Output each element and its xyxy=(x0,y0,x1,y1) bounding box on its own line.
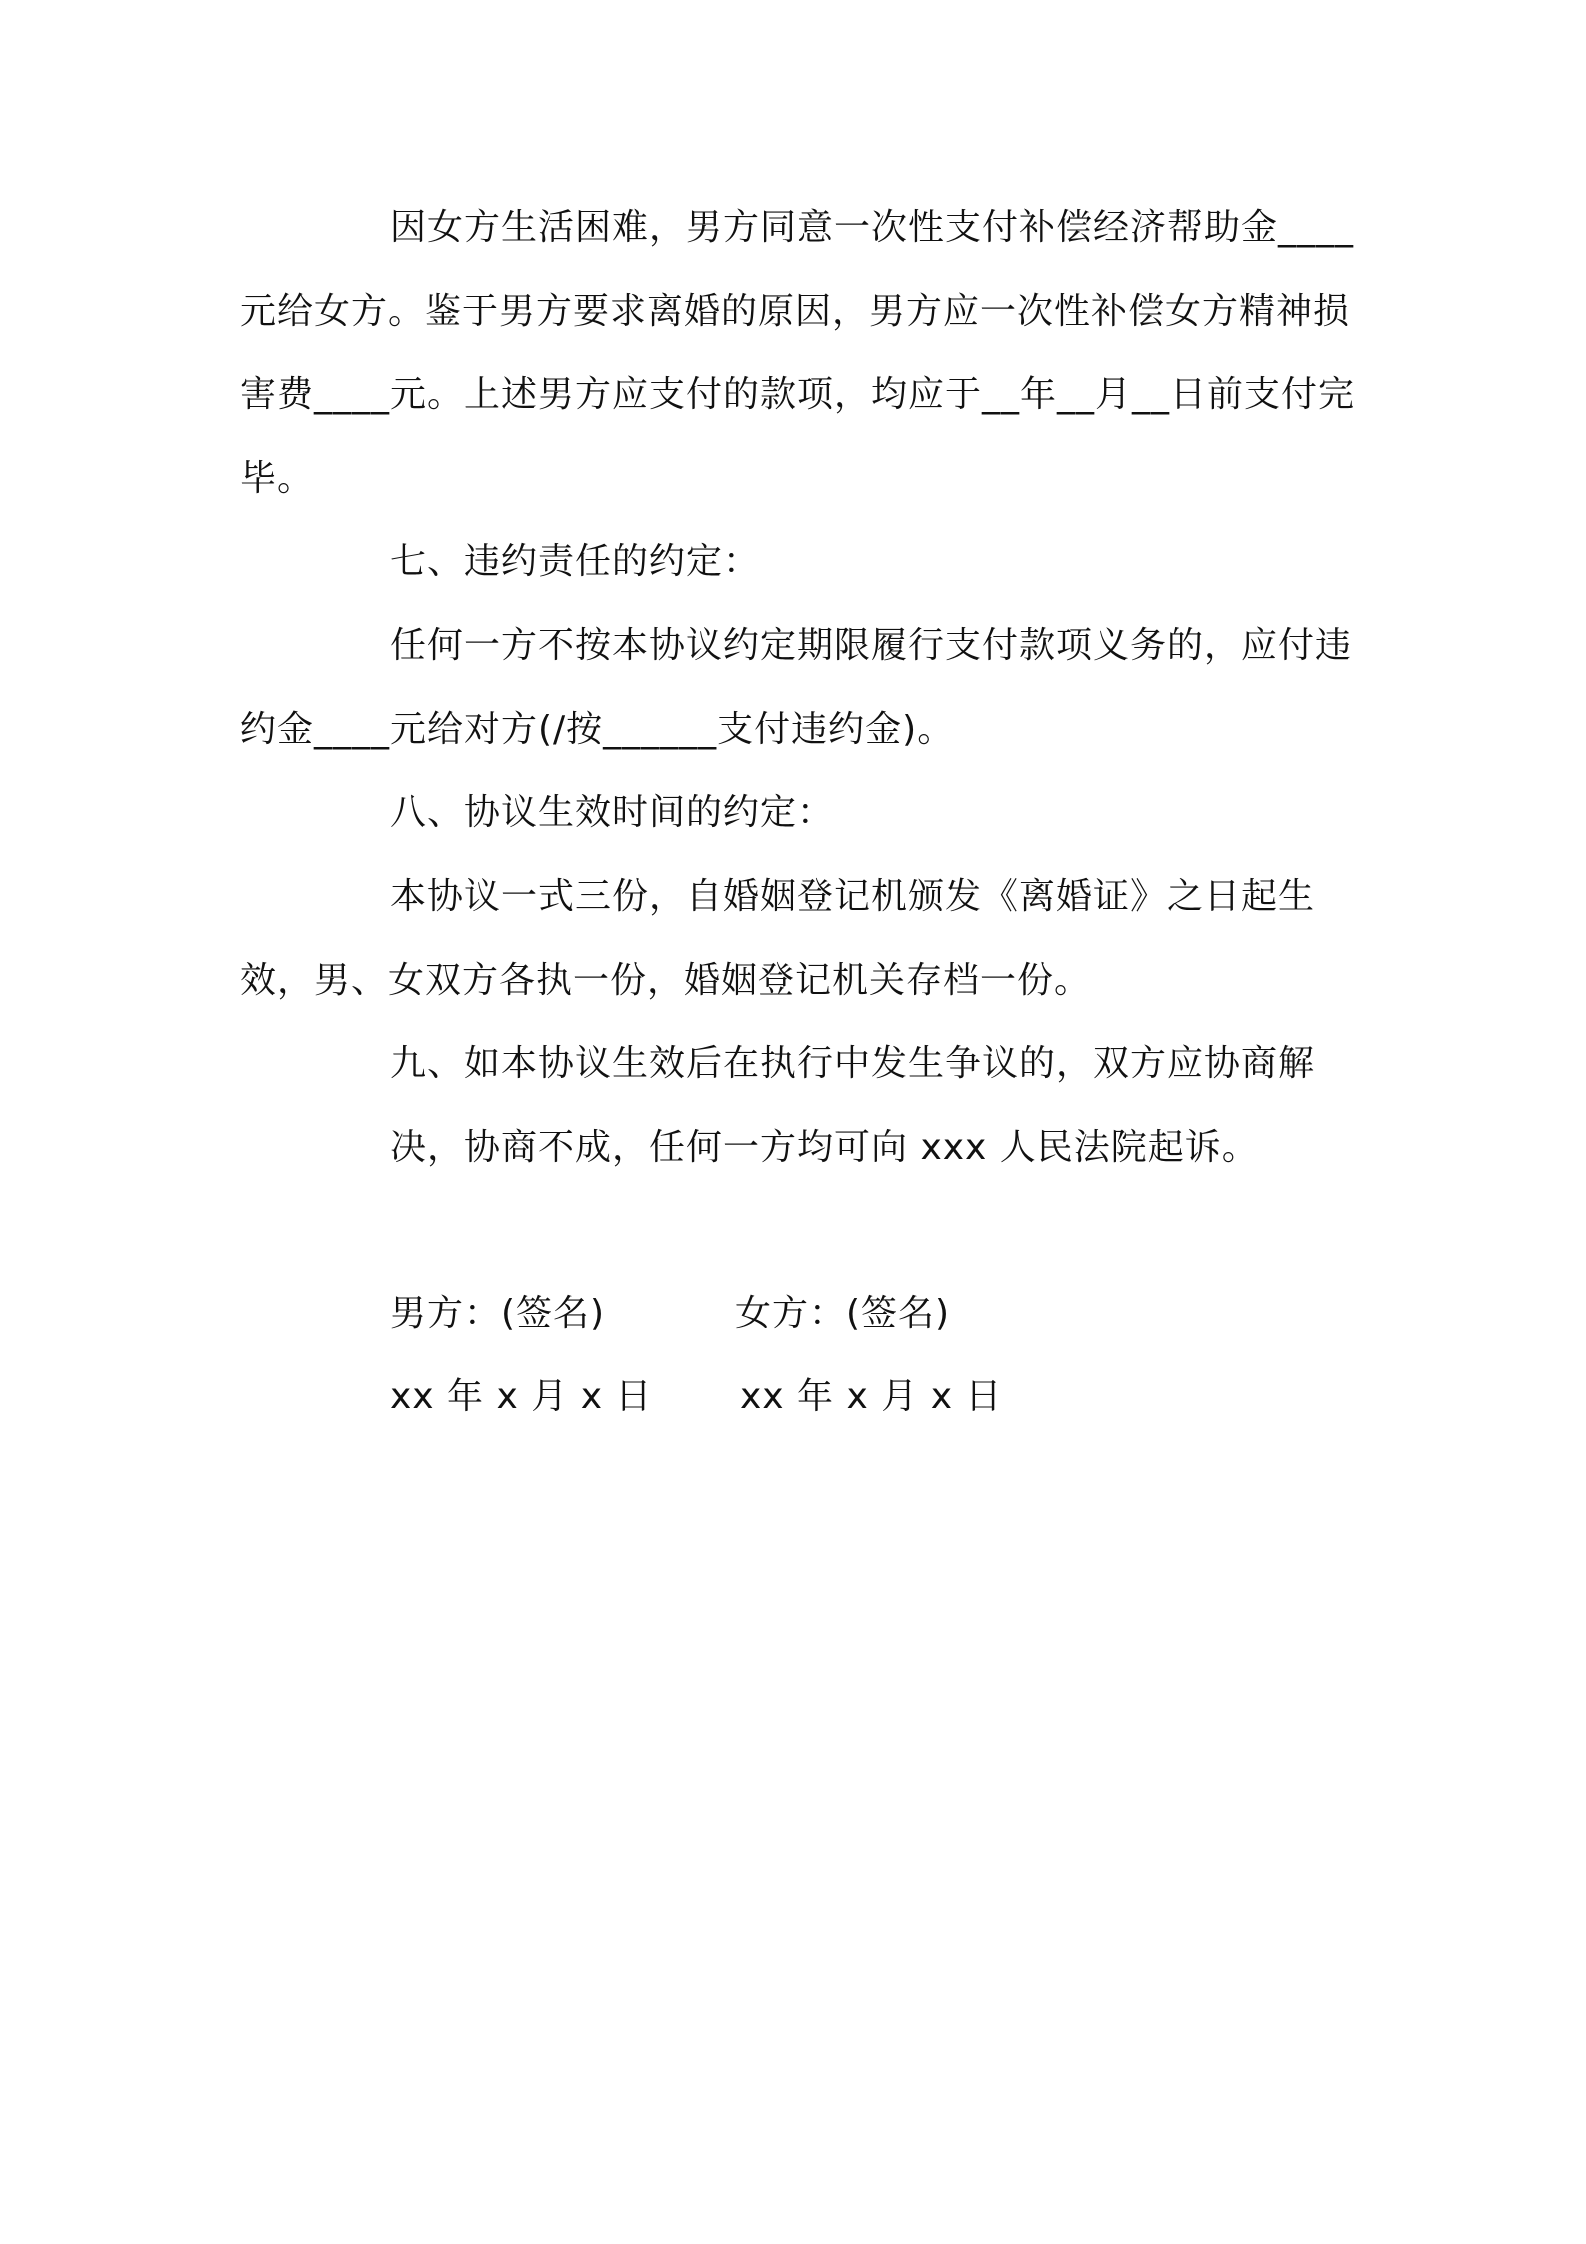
male-signature-date: xx 年 x 月 x 日 xyxy=(390,1376,653,1417)
paragraph-dispute-resolution: 九、如本协议生效后在执行中发生争议的，双方应协商解决，协商不成，任何一方均可向 xxx 人民法院起诉。 xyxy=(390,1043,1316,1168)
heading-breach-liability: 七、违约责任的约定： xyxy=(390,541,761,582)
heading-effective-time: 八、协议生效时间的约定： xyxy=(390,792,835,833)
female-signature-label: 女方：(签名) xyxy=(735,1293,951,1334)
paragraph-breach-liability: 任何一方不按本协议约定期限履行支付款项义务的，应付违约金____元给对方(/按______支付违约金)。 xyxy=(240,625,1353,750)
paragraph-compensation: 因女方生活困难，男方同意一次性支付补偿经济帮助金____元给女方。鉴于男方要求离婚的原因，男方应一次性补偿女方精神损害费____元。上述男方应支付的款项，均应于__年__月__日前支付完毕。 xyxy=(240,207,1356,499)
male-signature-label: 男方：(签名) xyxy=(390,1293,606,1334)
paragraph-effective-time: 本协议一式三份，自婚姻登记机颁发《离婚证》之日起生效，男、女双方各执一份，婚姻登记机关存档一份。 xyxy=(240,876,1316,1001)
female-signature-date: xx 年 x 月 x 日 xyxy=(740,1376,1003,1417)
